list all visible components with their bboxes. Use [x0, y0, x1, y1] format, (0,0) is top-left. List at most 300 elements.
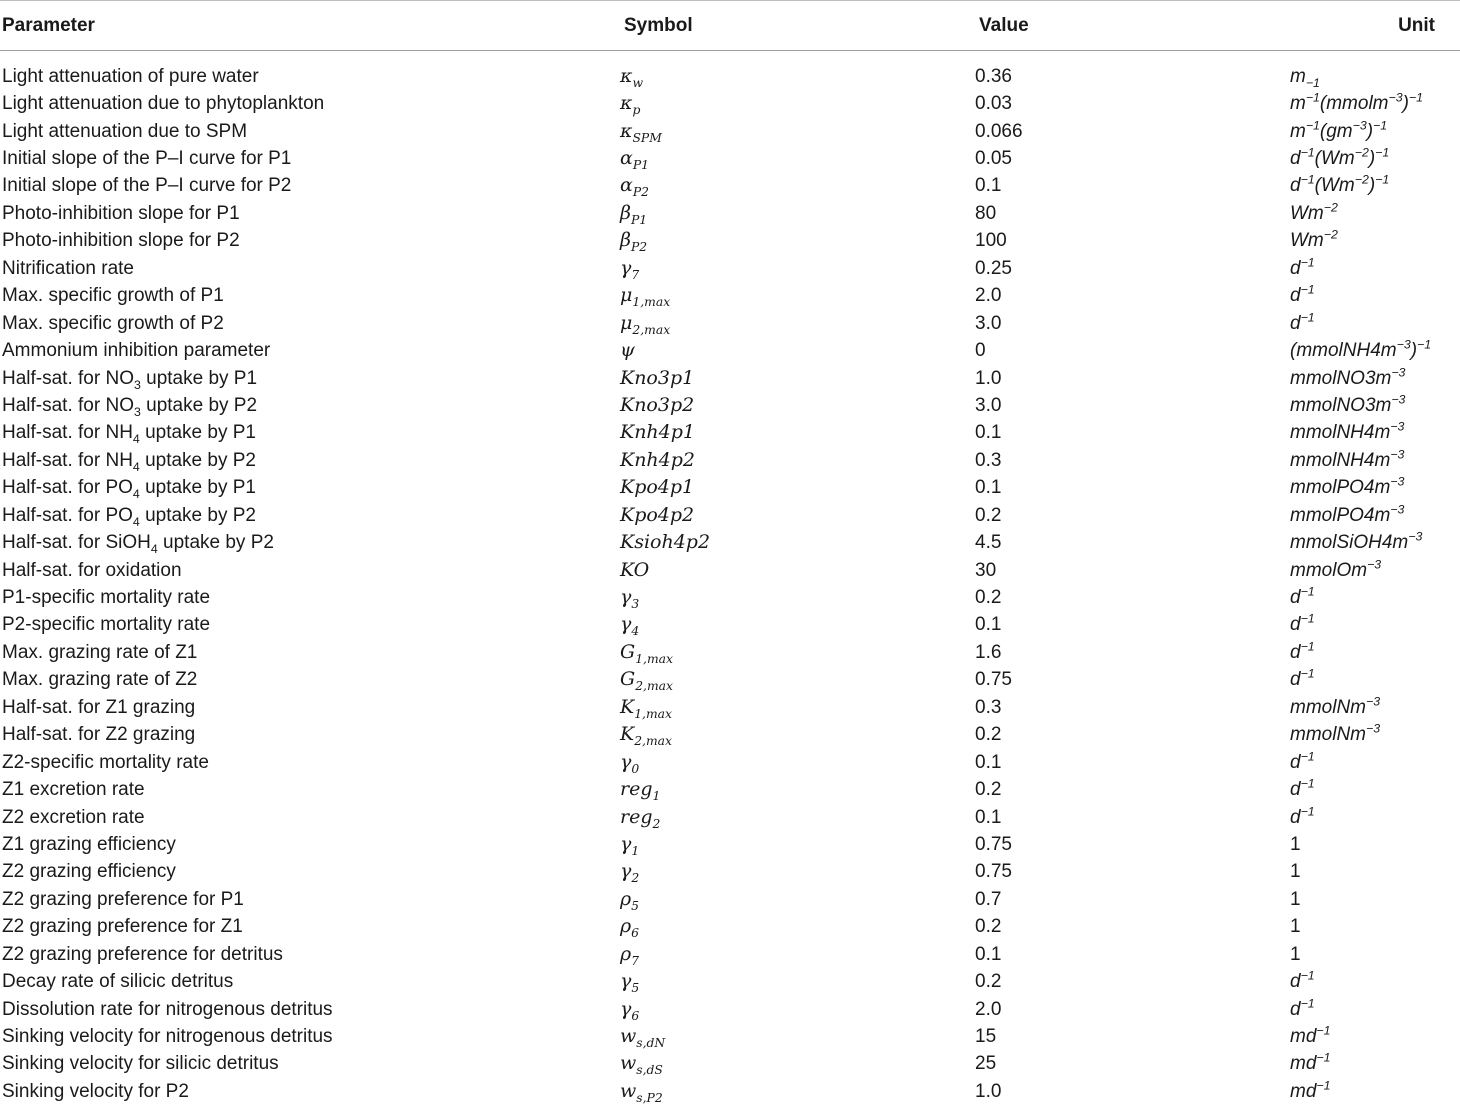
unit-cell [1290, 831, 1460, 858]
parameter-text: Z2 grazing efficiency [2, 861, 176, 883]
table-row [0, 831, 1460, 858]
symbol-text: KO [620, 558, 650, 581]
unit-text: d [1290, 779, 1301, 801]
value-cell: 0.25 [975, 257, 1012, 279]
parameter-cell [0, 556, 620, 583]
unit-cell [1290, 529, 1460, 556]
value-cell: 25 [975, 1053, 997, 1075]
unit-text: −1 [1300, 776, 1315, 791]
parameter-cell [0, 968, 620, 995]
parameter-text: Half-sat. for oxidation [2, 559, 182, 581]
unit-text: −3 [1390, 502, 1405, 517]
unit-text: −1 [1300, 584, 1315, 599]
value-cell: 0.05 [975, 148, 1012, 170]
unit-text: 1 [1290, 861, 1301, 883]
unit-text: −3 [1388, 90, 1403, 105]
unit-text: Wm [1290, 202, 1324, 224]
parameter-text: 4 [132, 432, 140, 447]
unit-text: −3 [1366, 721, 1381, 736]
symbol-cell [620, 309, 975, 336]
parameter-text: Photo-inhibition slope for P2 [2, 230, 240, 252]
symbol-text: κ [620, 92, 633, 115]
symbol-text: ρ [620, 915, 632, 938]
parameter-cell [0, 337, 620, 364]
symbol-cell [620, 694, 975, 721]
parameter-text: Max. grazing rate of Z1 [2, 641, 198, 663]
unit-text: d [1290, 751, 1301, 773]
symbol-text: Ksioh4p2 [620, 531, 711, 554]
symbol-text: P1 [630, 212, 648, 227]
unit-text: 1 [1290, 888, 1301, 910]
symbol-text: μ [620, 284, 633, 307]
parameter-text: Half-sat. for NH [2, 422, 133, 444]
unit-cell [1290, 447, 1460, 474]
symbol-text: 1 [631, 843, 640, 858]
parameter-text: Z1 excretion rate [2, 779, 145, 801]
unit-cell [1290, 995, 1460, 1022]
unit-cell [1290, 666, 1460, 693]
parameter-cell [0, 666, 620, 693]
symbol-text: γ [620, 997, 632, 1020]
symbol-cell [620, 63, 975, 90]
value-cell: 2.0 [975, 285, 1002, 307]
unit-text: d [1290, 312, 1301, 334]
unit-text: −1 [1375, 173, 1390, 188]
symbol-text: γ [620, 750, 632, 773]
symbol-cell [620, 1078, 975, 1105]
parameter-cell [0, 611, 620, 638]
value-cell: 0.75 [975, 833, 1012, 855]
unit-text: −1 [1316, 1078, 1331, 1093]
unit-cell [1290, 392, 1460, 419]
unit-cell [1290, 63, 1460, 90]
symbol-text: Kpo4p1 [620, 476, 695, 499]
table-row [0, 886, 1460, 913]
parameter-text: uptake by P2 [140, 394, 258, 416]
value-cell: 2.0 [975, 998, 1002, 1020]
parameter-cell [0, 721, 620, 748]
symbol-text: p [632, 102, 641, 117]
symbol-text: β [620, 229, 631, 252]
parameter-cell [0, 364, 620, 391]
symbol-cell [620, 748, 975, 775]
unit-text: −3 [1352, 118, 1367, 133]
unit-text: −1 [1300, 749, 1315, 764]
unit-text: ) [1366, 120, 1374, 142]
unit-text: mmolNO3m [1290, 367, 1392, 389]
symbol-cell [620, 447, 975, 474]
unit-text: mmolPO4m [1290, 477, 1391, 499]
symbol-cell [620, 556, 975, 583]
parameter-cell [0, 90, 620, 117]
symbol-text: μ [620, 311, 633, 334]
unit-text: −3 [1390, 420, 1405, 435]
symbol-text: γ [620, 613, 632, 636]
parameter-cell [0, 995, 620, 1022]
value-cell: 1.0 [975, 1080, 1002, 1102]
value-cell: 4.5 [975, 532, 1002, 554]
unit-cell [1290, 584, 1460, 611]
parameter-cell [0, 584, 620, 611]
table-row [0, 941, 1460, 968]
parameter-text: Decay rate of silicic detritus [2, 971, 234, 993]
unit-text: −1 [1300, 968, 1315, 983]
unit-text: d [1290, 285, 1301, 307]
unit-cell [1290, 611, 1460, 638]
table-header [0, 1, 1460, 51]
symbol-cell [620, 803, 975, 830]
unit-text: m [1290, 93, 1306, 115]
value-cell: 0.2 [975, 504, 1002, 526]
parameter-cell [0, 858, 620, 885]
value-cell: 1.0 [975, 367, 1002, 389]
parameter-cell [0, 748, 620, 775]
unit-text: −1 [1300, 639, 1315, 654]
header-gap [0, 51, 1460, 63]
unit-cell [1290, 913, 1460, 940]
parameter-text: Nitrification rate [2, 257, 134, 279]
symbol-text: 5 [631, 898, 640, 913]
table-row [0, 529, 1460, 556]
parameter-cell [0, 1050, 620, 1077]
unit-text: ) [1402, 93, 1409, 115]
unit-text: ) [1368, 148, 1376, 170]
table-row [0, 227, 1460, 254]
parameter-text: Z2 grazing preference for Z1 [2, 916, 243, 938]
header-parameter: Parameter [0, 1, 620, 51]
parameter-text: Light attenuation due to phytoplankton [2, 93, 325, 115]
value-cell: 0.2 [975, 916, 1002, 938]
symbol-text: G [620, 668, 636, 691]
unit-text: −3 [1391, 392, 1406, 407]
symbol-text: Kno3p2 [620, 393, 695, 416]
symbol-text: κ [620, 119, 633, 142]
unit-text: ) [1410, 340, 1418, 362]
parameter-text: Z1 grazing efficiency [2, 833, 176, 855]
unit-cell [1290, 1023, 1460, 1050]
symbol-cell [620, 474, 975, 501]
table-row [0, 748, 1460, 775]
unit-text: −3 [1390, 474, 1405, 489]
symbol-text: 1 [652, 788, 661, 803]
parameter-text: Max. specific growth of P1 [2, 285, 224, 307]
table-row [0, 639, 1460, 666]
unit-text: −1 [1300, 255, 1315, 270]
symbol-text: reg [620, 778, 653, 801]
unit-cell [1290, 474, 1460, 501]
unit-cell [1290, 172, 1460, 199]
parameter-text: Max. specific growth of P2 [2, 312, 224, 334]
value-cell: 0.2 [975, 971, 1002, 993]
unit-cell [1290, 255, 1460, 282]
parameter-cell [0, 886, 620, 913]
symbol-cell [620, 666, 975, 693]
table-row [0, 776, 1460, 803]
parameter-text: Sinking velocity for P2 [2, 1080, 189, 1102]
symbol-cell [620, 776, 975, 803]
symbol-text: γ [620, 860, 632, 883]
parameter-cell [0, 255, 620, 282]
parameter-cell [0, 1023, 620, 1050]
unit-text: mmolOm [1290, 559, 1368, 581]
symbol-text: α [620, 174, 633, 197]
table-row [0, 995, 1460, 1022]
symbol-cell [620, 639, 975, 666]
parameter-text: Ammonium inhibition parameter [2, 340, 271, 362]
parameter-cell [0, 419, 620, 446]
parameter-text: Half-sat. for NO [2, 394, 134, 416]
value-cell: 0.1 [975, 751, 1002, 773]
table-row [0, 1050, 1460, 1077]
unit-text: −1 [1316, 1051, 1331, 1066]
symbol-text: 2,max [635, 679, 673, 694]
unit-cell [1290, 968, 1460, 995]
symbol-cell [620, 913, 975, 940]
parameter-text: Initial slope of the P–I curve for P2 [2, 175, 292, 197]
table-row [0, 337, 1460, 364]
symbol-cell [620, 968, 975, 995]
parameter-text: Z2-specific mortality rate [2, 751, 209, 773]
symbol-text: γ [620, 586, 632, 609]
unit-text: mmolNm [1290, 724, 1366, 746]
value-cell: 0.1 [975, 806, 1002, 828]
parameter-cell [0, 447, 620, 474]
unit-cell [1290, 200, 1460, 227]
parameter-cell [0, 803, 620, 830]
symbol-cell [620, 392, 975, 419]
unit-cell [1290, 364, 1460, 391]
unit-text: mmolNO3m [1290, 394, 1392, 416]
unit-text: md [1290, 1080, 1317, 1102]
header-value: Value [975, 1, 1290, 51]
unit-text: m [1290, 120, 1306, 142]
symbol-cell [620, 227, 975, 254]
symbol-text: w [632, 75, 644, 90]
value-cell: 0.1 [975, 175, 1002, 197]
table-row [0, 611, 1460, 638]
unit-text: d [1290, 257, 1301, 279]
unit-text: d [1290, 641, 1301, 663]
parameter-text: 4 [150, 541, 158, 556]
unit-text: d [1290, 806, 1301, 828]
unit-cell [1290, 1078, 1460, 1105]
unit-text: −1 [1300, 145, 1315, 160]
symbol-text: α [620, 147, 633, 170]
symbol-text: Knh4p1 [620, 421, 696, 444]
unit-cell [1290, 282, 1460, 309]
unit-text: d [1290, 669, 1301, 691]
parameter-text: 3 [133, 377, 141, 392]
parameter-text: Z2 grazing preference for P1 [2, 888, 244, 910]
value-cell: 0.75 [975, 669, 1012, 691]
parameter-text: Z2 grazing preference for detritus [2, 943, 283, 965]
value-cell: 0.066 [975, 120, 1023, 142]
unit-cell [1290, 90, 1460, 117]
parameter-cell [0, 694, 620, 721]
unit-text: −1 [1305, 75, 1320, 90]
symbol-text: 2,max [632, 322, 671, 337]
symbol-text: 2,max [634, 734, 673, 749]
unit-text: d [1290, 998, 1301, 1020]
symbol-text: 2 [652, 816, 661, 831]
unit-text: −1 [1373, 118, 1388, 133]
symbol-cell [620, 282, 975, 309]
unit-cell [1290, 639, 1460, 666]
table-row [0, 913, 1460, 940]
unit-cell [1290, 776, 1460, 803]
unit-text: −3 [1408, 529, 1423, 544]
symbol-text: P1 [632, 157, 650, 172]
unit-cell [1290, 803, 1460, 830]
symbol-text: Kpo4p2 [620, 503, 695, 526]
unit-text: −2 [1323, 200, 1338, 215]
parameter-cell [0, 227, 620, 254]
table-row [0, 1078, 1460, 1105]
unit-text: (gm [1319, 120, 1353, 142]
value-cell: 0.03 [975, 93, 1012, 115]
symbol-text: w [620, 1025, 637, 1048]
value-cell: 15 [975, 1026, 997, 1048]
unit-text: d [1290, 175, 1301, 197]
value-cell: 0 [975, 340, 986, 362]
parameter-cell [0, 529, 620, 556]
header-unit: Unit [1290, 1, 1460, 51]
unit-text: mmolNm [1290, 696, 1366, 718]
unit-text: (mmolm [1319, 93, 1389, 115]
table-row [0, 63, 1460, 90]
value-cell: 3.0 [975, 312, 1002, 334]
value-cell: 100 [975, 230, 1007, 252]
table-row [0, 666, 1460, 693]
parameter-text: uptake by P2 [157, 532, 274, 554]
parameter-text: uptake by P2 [139, 504, 256, 526]
unit-text: 1 [1290, 916, 1301, 938]
parameter-text: Half-sat. for PO [2, 504, 133, 526]
unit-text: −1 [1417, 337, 1432, 352]
unit-text: mmolNH4m [1290, 422, 1391, 444]
symbol-text: β [620, 201, 631, 224]
unit-text: Wm [1290, 230, 1324, 252]
symbol-text: s,P2 [636, 1090, 663, 1105]
unit-cell [1290, 748, 1460, 775]
parameter-text: Half-sat. for Z1 grazing [2, 696, 196, 718]
parameter-cell [0, 282, 620, 309]
unit-text: −3 [1366, 694, 1381, 709]
unit-text: −1 [1300, 173, 1315, 188]
parameter-text: uptake by P2 [139, 449, 256, 471]
parameter-text: uptake by P1 [139, 422, 256, 444]
symbol-text: K [620, 695, 635, 718]
value-cell: 0.2 [975, 724, 1002, 746]
symbol-cell [620, 721, 975, 748]
value-cell: 80 [975, 202, 997, 224]
unit-text: ) [1368, 175, 1376, 197]
symbol-cell [620, 502, 975, 529]
unit-text: md [1290, 1026, 1317, 1048]
symbol-text: ψ [620, 339, 635, 362]
parameter-cell [0, 639, 620, 666]
unit-cell [1290, 941, 1460, 968]
value-cell: 0.1 [975, 477, 1002, 499]
symbol-text: s,dS [636, 1063, 663, 1078]
unit-text: m [1290, 65, 1306, 87]
unit-text: 1 [1290, 943, 1301, 965]
symbol-cell [620, 995, 975, 1022]
value-cell: 0.1 [975, 943, 1002, 965]
value-cell: 0.1 [975, 614, 1002, 636]
parameter-text: Half-sat. for NO [2, 367, 134, 389]
parameter-text: Sinking velocity for nitrogenous detritus [2, 1026, 333, 1048]
unit-text: −1 [1300, 667, 1315, 682]
symbol-text: 4 [631, 624, 640, 639]
value-cell: 0.2 [975, 779, 1002, 801]
unit-text: −2 [1354, 145, 1369, 160]
unit-cell [1290, 309, 1460, 336]
parameter-cell [0, 776, 620, 803]
unit-text: −1 [1305, 90, 1320, 105]
symbol-text: 0 [631, 761, 640, 776]
parameter-cell [0, 941, 620, 968]
unit-text: −1 [1300, 996, 1315, 1011]
value-cell: 0.7 [975, 888, 1002, 910]
table-row [0, 803, 1460, 830]
symbol-text: 2 [631, 871, 640, 886]
symbol-cell [620, 255, 975, 282]
table-row [0, 502, 1460, 529]
symbol-text: γ [620, 256, 632, 279]
symbol-text: ρ [620, 887, 632, 910]
value-cell: 1.6 [975, 641, 1002, 663]
parameter-text: Half-sat. for SiOH [2, 532, 151, 554]
table-row [0, 392, 1460, 419]
unit-text: −3 [1391, 365, 1406, 380]
unit-text: −1 [1300, 612, 1315, 627]
symbol-text: reg [620, 805, 653, 828]
parameter-cell [0, 200, 620, 227]
parameter-text: 3 [133, 404, 141, 419]
header-row [0, 1, 1460, 51]
parameter-text: P2-specific mortality rate [2, 614, 211, 636]
parameter-cell [0, 474, 620, 501]
parameter-text: Light attenuation of pure water [2, 65, 259, 87]
parameter-text: 4 [132, 487, 140, 502]
parameter-cell [0, 392, 620, 419]
symbol-cell [620, 831, 975, 858]
symbol-text: 7 [631, 953, 640, 968]
symbol-text: P2 [630, 240, 648, 255]
parameter-text: uptake by P1 [139, 477, 256, 499]
symbol-text: 5 [631, 980, 640, 995]
parameter-cell [0, 502, 620, 529]
table-row [0, 255, 1460, 282]
unit-cell [1290, 419, 1460, 446]
symbol-cell [620, 1050, 975, 1077]
symbol-text: γ [620, 832, 632, 855]
value-cell: 0.36 [975, 65, 1012, 87]
table-row [0, 172, 1460, 199]
unit-text: mmolPO4m [1290, 504, 1391, 526]
parameter-cell [0, 309, 620, 336]
table-row [0, 309, 1460, 336]
parameter-text: Half-sat. for NH [2, 449, 133, 471]
unit-text: −3 [1367, 557, 1382, 572]
unit-cell [1290, 886, 1460, 913]
unit-text: −3 [1396, 337, 1411, 352]
table-row [0, 968, 1460, 995]
symbol-cell [620, 117, 975, 144]
parameter-cell [0, 172, 620, 199]
symbol-text: P2 [632, 185, 650, 200]
